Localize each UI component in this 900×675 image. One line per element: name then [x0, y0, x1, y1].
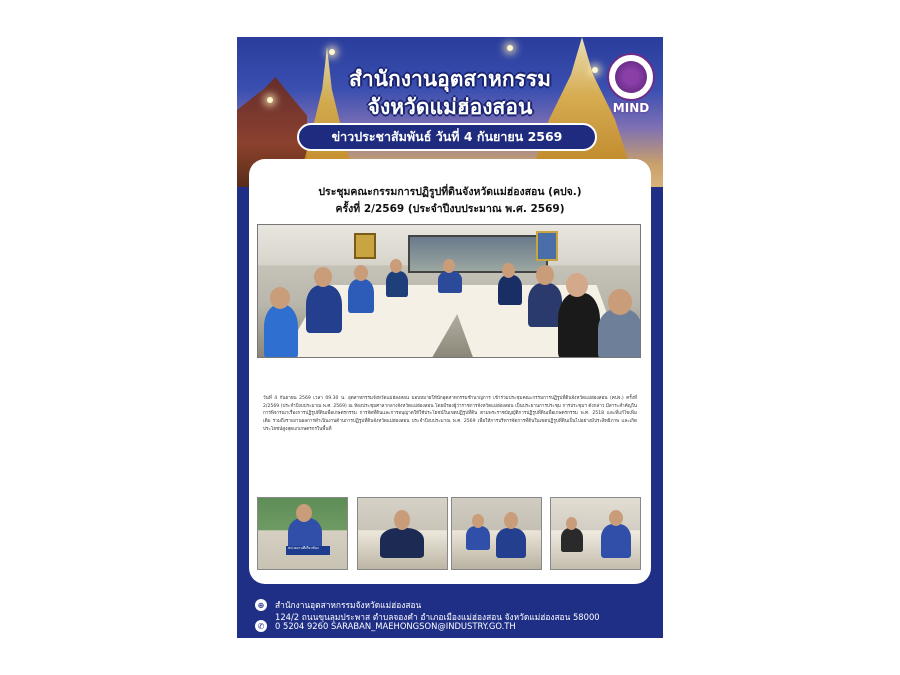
- attendee-head: [502, 263, 515, 278]
- attendee-head: [314, 267, 332, 287]
- attendee-head: [354, 265, 368, 281]
- logo-text: MIND: [612, 101, 650, 115]
- attendee-head: [566, 517, 577, 530]
- sparkle: [507, 45, 513, 51]
- attendee: [561, 528, 583, 552]
- attendee-head: [270, 287, 290, 309]
- attendee-head: [472, 514, 484, 528]
- ministry-logo: [607, 53, 655, 101]
- attendee: [264, 305, 298, 358]
- wall-portrait: [354, 233, 376, 259]
- article-heading-line2: ครั้งที่ 2/2569 (ประจำปีงบประมาณ พ.ศ. 2569): [335, 203, 565, 215]
- attendee: [558, 293, 600, 358]
- wall-portrait: [536, 231, 558, 261]
- photo-thumbnail: [257, 497, 348, 570]
- press-release-poster: [237, 37, 663, 638]
- content-card: [249, 159, 651, 584]
- footer-office-name: สำนักงานอุตสาหกรรมจังหวัดแม่ฮ่องสอน: [275, 600, 422, 610]
- photo-thumbnail: [357, 497, 448, 570]
- footer-contact: [255, 620, 516, 632]
- attendee: [496, 528, 526, 558]
- footer-address: 124/2 ถนนขุนลุมประพาส ตำบลจองคำ อำเภอเมืองแม่ฮ่องสอน จังหวัดแม่ฮ่องสอน 58000: [275, 612, 600, 622]
- attendee: [386, 271, 408, 297]
- attendee-head: [609, 510, 623, 526]
- globe-icon: ⊕: [255, 599, 267, 611]
- attendee: [601, 524, 631, 558]
- attendee: [598, 309, 641, 358]
- attendee-head: [296, 504, 312, 522]
- attendee-head: [504, 512, 518, 529]
- meeting-photo: [257, 224, 641, 358]
- article-heading-line1: ประชุมคณะกรรมการปฏิรูปที่ดินจังหวัดแม่ฮ่องสอน (คปจ.): [318, 186, 582, 198]
- sparkle: [329, 49, 335, 55]
- office-title-line1: สำนักงานอุตสาหกรรม: [349, 67, 551, 91]
- article-body: วันที่ 4 กันยายน 2569 เวลา 09.30 น. อุตสาหกรรมจังหวัดแม่ฮ่องสอน มอบหมายให้นักอุตสาหกรรมชำนาญการ เข้าร่วมประชุมคณะกรรมการปฏิรูปที่ดินจังหวัดแม่ฮ่องสอน (คปจ.) ครั้งที่ 2/2569 (ประจำปีงบประมาณ พ.ศ. 2569) ณ ห้องประชุมศาลากลางจังหวัดแม่ฮ่องสอน โดยมีรองผู้ว่าราชการจังหวัดแม่ฮ่องสอน เป็นประธานการประชุม การประชุมฯ ดังกล่าว มีสาระสำคัญในการพิจารณาเรื่องการปฏิรูปที่ดินเพื่อเกษตรกรรม การจัดที่ดินและการอนุญาตให้ใช้ประโยชน์ในเขตปฏิรูปที่ดิน ตามพระราชบัญญัติการปฏิรูปที่ดินเพื่อเกษตรกรรม พ.ศ. 2518 และที่แก้ไขเพิ่มเติม รวมถึงรายงานผลการดำเนินงานด้านการปฏิรูปที่ดินจังหวัดแม่ฮ่องสอน ประจำปีงบประมาณ พ.ศ. 2569 เพื่อให้การบริหารจัดการที่ดินในเขตปฏิรูปที่ดินเป็นไปอย่างมีประสิทธิภาพ และเกิดประโยชน์สูงสุดแก่เกษตรกรในพื้นที่: [263, 396, 637, 432]
- phone-icon: ✆: [255, 620, 267, 632]
- attendee: [528, 283, 562, 327]
- date-banner: ข่าวประชาสัมพันธ์ วันที่ 4 กันยายน 2569: [297, 123, 597, 151]
- name-plate: หน่วยงานที่เกี่ยวข้อง: [286, 546, 330, 555]
- photo-thumbnail: [451, 497, 542, 570]
- attendee: [348, 279, 374, 313]
- attendee: [466, 526, 490, 550]
- wall-screen: [408, 235, 548, 273]
- chairperson: [438, 271, 462, 293]
- attendee-head: [394, 510, 410, 530]
- attendee: [498, 275, 522, 305]
- attendee-head: [608, 289, 632, 315]
- footer-contact-text: 0 5204 9260 SARABAN_MAEHONGSON@INDUSTRY.GO.TH: [275, 621, 516, 631]
- attendee-head: [566, 273, 588, 297]
- emblem-icon: [615, 61, 647, 93]
- attendee-head: [443, 259, 455, 273]
- photo-thumbnail: [550, 497, 641, 570]
- attendee: [306, 285, 342, 333]
- office-title-line2: จังหวัดแม่ฮ่องสอน: [367, 95, 533, 119]
- attendee-head: [390, 259, 402, 273]
- attendee: [380, 528, 424, 558]
- attendee-head: [536, 265, 554, 285]
